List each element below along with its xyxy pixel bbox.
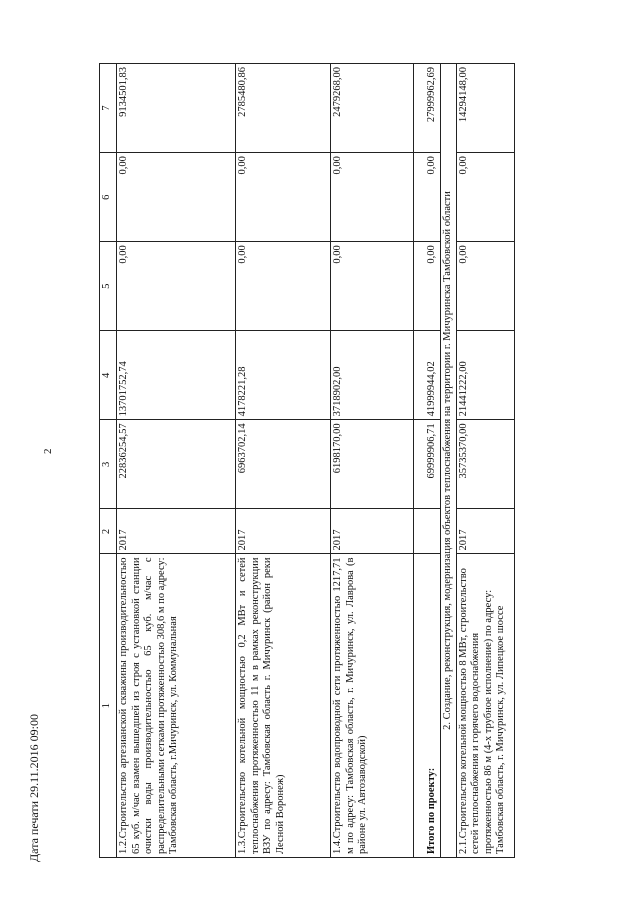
item-year: 2017 (331, 509, 414, 554)
amount-cell: 0,00 (117, 242, 236, 331)
total-amount: 41999944,02 (414, 331, 441, 420)
table-row (117, 64, 236, 858)
amount-cell: 0,00 (331, 153, 414, 242)
rotated-table-wrapper (99, 63, 515, 858)
amount-cell: 4178221,28 (236, 331, 331, 420)
item-description: 1.3.Строительство котельной мощностью 0,2 МВт и сетей теплоснабжения протяженностью 11 м в рамках реконструкции ВЗУ по адресу: Тамбовская область г. Мичуринск (район реки Лесной Воронеж) (236, 554, 331, 858)
item-description: 2.1.Строительство котельной мощностью 8 МВт, строительство сетей теплоснабжения и горячего водоснабжения протяженностью 86 м (4-х трубное исполнение) по адресу: Тамбовская область, г. Мичуринск, ул. Липецкое шоссе (456, 554, 514, 858)
table-row (456, 64, 514, 858)
amount-cell: 13701752,74 (117, 331, 236, 420)
section-header-row (441, 64, 457, 858)
total-amount: 27999962,69 (414, 64, 441, 153)
header-cell: 1 (100, 554, 117, 858)
amount-cell: 0,00 (236, 153, 331, 242)
page-number: 2 (42, 448, 54, 454)
amount-cell: 0,00 (456, 242, 514, 331)
print-date: Дата печати 29.11.2016 09:00 (27, 714, 41, 862)
item-description: 1.4.Строительство водопроводной сети протяженностью 1217,71 м по адресу: Тамбовская область, г. Мичуринск, ул. Лаврова (в районе ул. Автозаводской) (331, 554, 414, 858)
total-year-cell (414, 509, 441, 554)
header-cell: 5 (100, 242, 117, 331)
total-label: Итого по проекту: (414, 554, 441, 858)
amount-cell: 21441222,00 (456, 331, 514, 420)
total-amount: 0,00 (414, 153, 441, 242)
funding-table (99, 63, 515, 858)
amount-cell: 22836254,57 (117, 420, 236, 509)
header-cell: 4 (100, 331, 117, 420)
amount-cell: 0,00 (331, 242, 414, 331)
header-cell: 6 (100, 153, 117, 242)
section-title: 2. Создание, реконструкция, модернизация объектов теплоснабжения на территории г. Мичуринска Тамбовской области (441, 64, 457, 858)
amount-cell: 35735370,00 (456, 420, 514, 509)
item-description: 1.2.Строительство артезианской скважины производительностью 65 куб. м/час взамен вышедшей из строя с установкой станции очистки воды производительностью 65 куб. м/час с распределительными сетками протяженностью 308,6 м по адресу: Тамбовская область, г.Мичуринск, ул. Коммунальная (117, 554, 236, 858)
table-row (236, 64, 331, 858)
table-header-row (100, 64, 117, 858)
item-year: 2017 (117, 509, 236, 554)
amount-cell: 0,00 (456, 153, 514, 242)
total-amount: 69999906,71 (414, 420, 441, 509)
amount-cell: 0,00 (236, 242, 331, 331)
amount-cell: 14294148,00 (456, 64, 514, 153)
amount-cell: 0,00 (117, 153, 236, 242)
table-row (331, 64, 414, 858)
header-cell: 2 (100, 509, 117, 554)
total-row (414, 64, 441, 858)
item-year: 2017 (236, 509, 331, 554)
item-year: 2017 (456, 509, 514, 554)
amount-cell: 2479268,00 (331, 64, 414, 153)
amount-cell: 3718902,00 (331, 331, 414, 420)
header-cell: 7 (100, 64, 117, 153)
amount-cell: 2785480,86 (236, 64, 331, 153)
amount-cell: 6963702,14 (236, 420, 331, 509)
amount-cell: 6198170,00 (331, 420, 414, 509)
total-amount: 0,00 (414, 242, 441, 331)
amount-cell: 9134501,83 (117, 64, 236, 153)
header-cell: 3 (100, 420, 117, 509)
